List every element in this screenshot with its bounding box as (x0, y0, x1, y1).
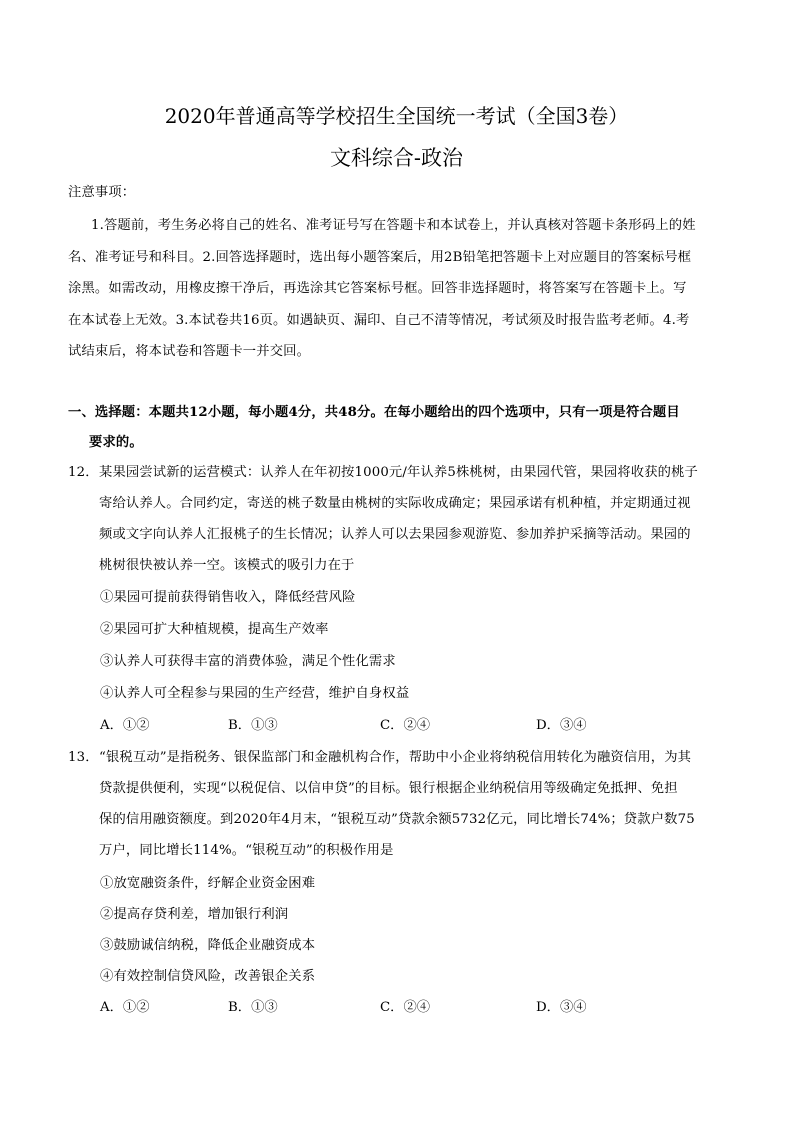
option-b: B．①③ (228, 1000, 278, 1015)
statement: ④认养人可全程参与果园的生产经营，维护自身权益 (100, 686, 410, 701)
statement: ①放宽融资条件，纾解企业资金困难 (100, 876, 316, 891)
statement: ①果园可提前获得销售收入，降低经营风险 (100, 590, 356, 605)
question-stem: 某果园尝试新的运营模式：认养人在年初按1000元/年认养5株桃树，由果园代管，果园将收获的桃子 (99, 465, 698, 480)
notice-line: 试结束后，将本试卷和答题卡一并交回。 (68, 344, 311, 359)
question-stem: 寄给认养人。合同约定，寄送的桃子数量由桃树的实际收成确定；果园承诺有机种植，并定期通过视 (99, 496, 691, 511)
section-heading-cont: 要求的。 (89, 435, 143, 450)
question-stem: 保的信用融资额度。到2020年4月末，“银税互动”贷款余额5732亿元，同比增长74%；贷款户数75 (99, 812, 695, 827)
section-heading: 一、选择题：本题共12小题，每小题4分，共48分。在每小题给出的四个选项中，只有一项是符合题目 (68, 405, 680, 420)
option-a: A．①② (100, 718, 150, 733)
statement: ④有效控制信贷风险，改善银企关系 (100, 969, 316, 984)
statement: ③认养人可获得丰富的消费体验，满足个性化需求 (100, 654, 396, 669)
option-d: D．③④ (536, 718, 587, 733)
notice-line: 1.答题前，考生务必将自己的姓名、准考证号写在答题卡和本试卷上，并认真核对答题卡条形码上的姓 (91, 218, 696, 233)
option-a: A．①② (100, 1000, 150, 1015)
exam-title: 2020年普通高等学校招生全国统一考试（全国3卷） (164, 104, 629, 128)
option-c: C．②④ (380, 1000, 431, 1015)
statement: ②提高存贷利差，增加银行利润 (100, 907, 289, 922)
question-number: 12． (68, 465, 99, 480)
question-stem: 桃树很快被认养一空。该模式的吸引力在于 (99, 558, 355, 573)
notice-line: 名、准考证号和科目。2.回答选择题时，选出每小题答案后，用2B铅笔把答题卡上对应题目的答案标号框 (68, 250, 692, 265)
question-number: 13． (68, 750, 99, 765)
exam-subtitle: 文科综合-政治 (329, 146, 464, 170)
question-stem: “银税互动”是指税务、银保监部门和金融机构合作，帮助中小企业将纳税信用转化为融资信用，为其 (99, 750, 692, 765)
question-stem: 贷款提供便利，实现“以税促信、以信申贷”的目标。银行根据企业纳税信用等级确定免抵押、免担 (99, 781, 678, 796)
option-b: B．①③ (228, 718, 278, 733)
statement: ③鼓励诚信纳税，降低企业融资成本 (100, 938, 316, 953)
option-d: D．③④ (536, 1000, 587, 1015)
notice-line: 涂黑。如需改动，用橡皮擦干净后，再选涂其它答案标号框。回答非选择题时，将答案写在答题卡上。写 (68, 281, 687, 296)
notice-heading: 注意事项： (68, 185, 136, 200)
notice-line: 在本试卷上无效。3.本试卷共16页。如遇缺页、漏印、自己不清等情况，考试须及时报告监考老师。4.考 (68, 313, 690, 328)
option-c: C．②④ (380, 718, 431, 733)
question-stem: 万户，同比增长114%。“银税互动”的积极作用是 (99, 843, 394, 858)
question-stem: 频或文字向认养人汇报桃子的生长情况；认养人可以去果园参观游览、参加养护采摘等活动。果园的 (99, 527, 691, 542)
statement: ②果园可扩大种植规模，提高生产效率 (100, 622, 329, 637)
